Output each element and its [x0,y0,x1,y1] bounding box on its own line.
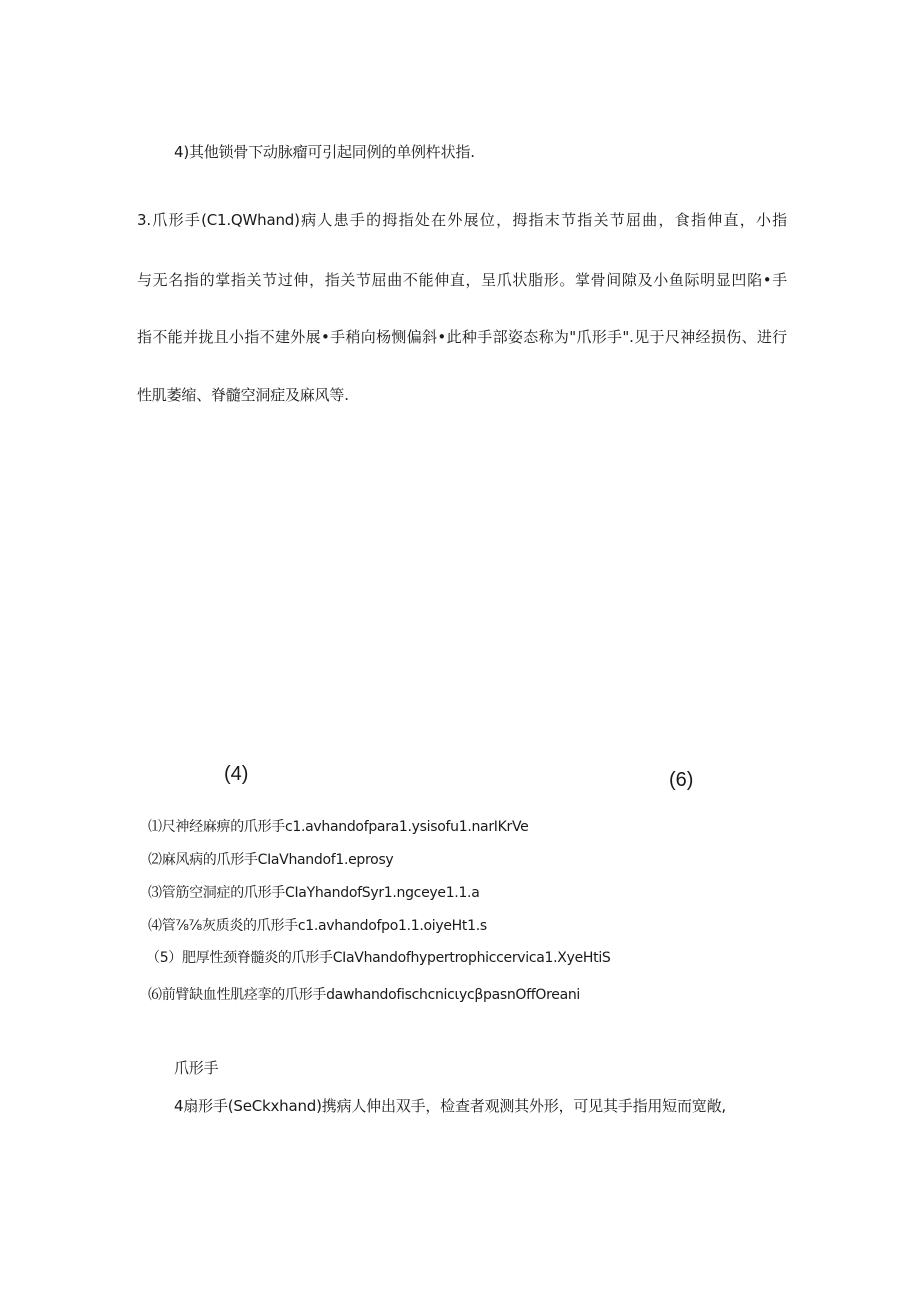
figure-label-6: (6) [669,769,694,791]
figure-caption-6: ⑹前臂缺血性肌痉挛的爪形手dawhandofischcnicιycβpasnOffOreani [148,987,581,1003]
paragraph-claw-hand-line-1: 3.爪形手(C1.QWhand)病人患手的拇指处在外展位，拇指末节指关节屈曲，食指伸直，小指 [137,211,787,229]
figure-caption-3: ⑶管筋空洞症的爪形手CIaYhandofSyr1.ngceye1.1.a [148,885,480,901]
section-title-claw-hand: 爪形手 [174,1059,219,1077]
figure-label-4: (4) [224,763,249,785]
figure-caption-2: ⑵麻风病的爪形手CIaVhandof1.eprosy [148,852,394,868]
paragraph-fan-hand: 4扇形手(SeCkxhand)携病人伸出双手，检查者观测其外形，可见其手指用短而宽敞, [174,1097,726,1115]
paragraph-claw-hand-line-4: 性肌萎缩、脊髓空洞症及麻风等. [137,386,349,404]
figure-caption-5: （5）肥厚性颈脊髓炎的爪形手CIaVhandofhypertrophiccervica1.XyeHtiS [146,950,611,966]
figure-caption-1: ⑴尺神经麻痹的爪形手c1.avhandofpara1.ysisofu1.narIKrVe [148,819,529,835]
figure-caption-4: ⑷管⅞⅞灰质炎的爪形手c1.avhandofpo1.1.oiyeHt1.s [148,918,487,934]
paragraph-claw-hand-line-2: 与无名指的掌指关节过伸，指关节屈曲不能伸直，呈爪状脂形。掌骨间隙及小鱼际明显凹陷•手 [137,271,787,289]
paragraph-clubbing-item-4: 4)其他锁骨下动脉瘤可引起同例的单例杵状指. [174,143,475,161]
paragraph-claw-hand-line-3: 指不能并拢且小指不建外展•手稍向杨恻偏斜•此种手部姿态称为"爪形手".见于尺神经损伤、进行 [137,328,787,346]
